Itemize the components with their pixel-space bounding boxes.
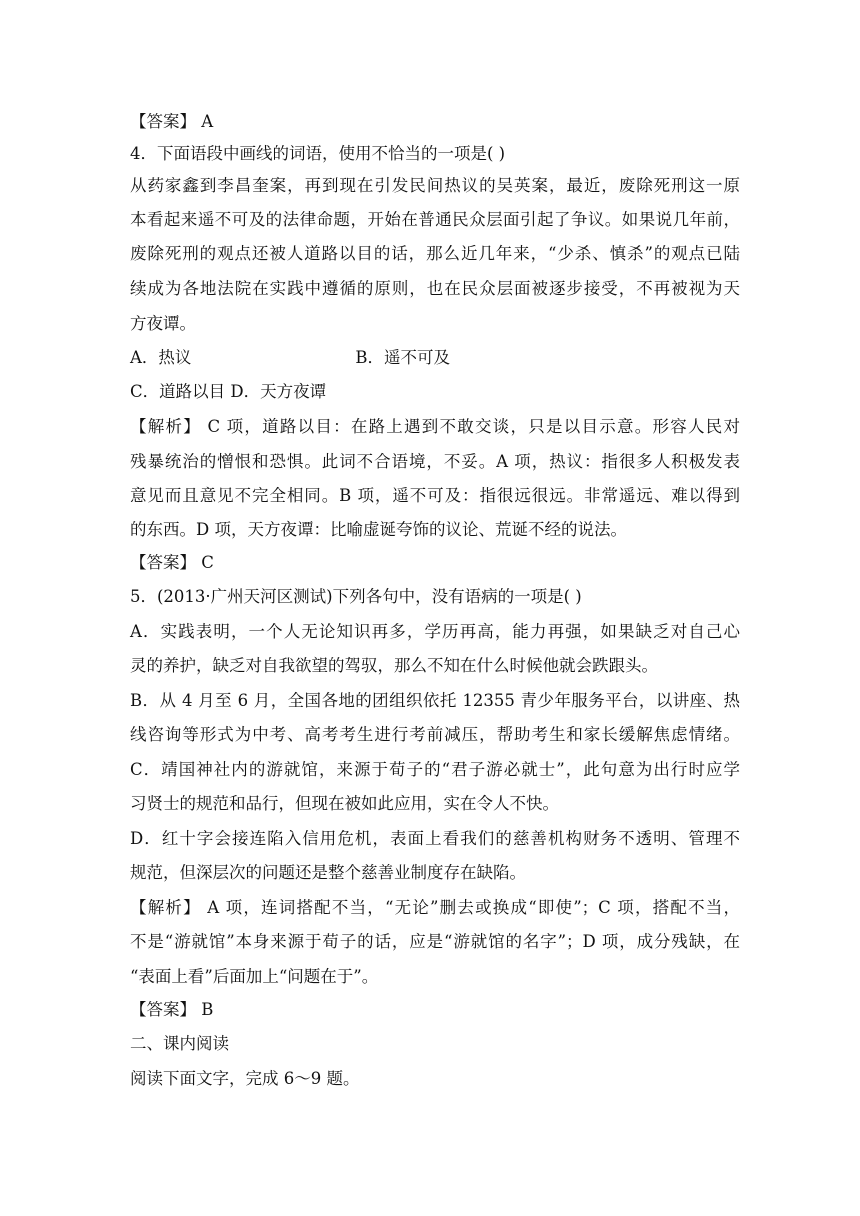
- passage-line: 从药家鑫到李昌奎案，再到现在引发民间热议的吴英案，最近，废除死刑这一原: [130, 176, 740, 195]
- analysis-line: 不是“游就馆”本身来源于荀子的话，应是“游就馆的名字”；D 项，成分残缺，在: [130, 932, 740, 951]
- option-b-line: B．从 4 月至 6 月，全国各地的团组织依托 12355 青少年服务平台，以讲座、热: [130, 691, 740, 710]
- passage-line: 方夜谭。: [130, 314, 196, 333]
- answer-line-q4: 【答案】 C: [130, 553, 214, 572]
- option-row-cd: C．道路以目 D．天方夜谭: [130, 382, 327, 401]
- analysis-line: 的东西。D 项，天方夜谭：比喻虚诞夸饰的议论、荒诞不经的说法。: [130, 520, 627, 539]
- analysis-line: 残暴统治的憎恨和恐惧。此词不合语境，不妥。A 项，热议：指很多人积极发表: [130, 452, 740, 471]
- answer-line-q5: 【答案】 B: [130, 1000, 214, 1019]
- option-c-line: 习贤士的规范和品行，但现在被如此应用，实在令人不快。: [130, 794, 559, 813]
- option-a-line: 灵的养护，缺乏对自我欲望的驾驭，那么不知在什么时候他就会跌跟头。: [130, 656, 658, 675]
- option-a: A．热议: [130, 348, 192, 367]
- answer-line-q3: 【答案】 A: [130, 112, 214, 131]
- analysis-line: 意见而且意见不完全相同。B 项，遥不可及：指很远很远。非常遥远、难以得到: [130, 486, 740, 505]
- option-d-line: D．红十字会接连陷入信用危机，表面上看我们的慈善机构财务不透明、管理不: [130, 829, 740, 848]
- section-heading: 二、课内阅读: [130, 1034, 229, 1053]
- analysis-line: 【解析】 A 项，连词搭配不当，“无论”删去或换成“即使”；C 项，搭配不当，: [130, 898, 740, 917]
- option-a-line: A．实践表明，一个人无论知识再多，学历再高，能力再强，如果缺乏对自己心: [130, 622, 740, 641]
- analysis-line: 【解析】 C 项，道路以目：在路上遇到不敢交谈，只是以目示意。形容人民对: [130, 417, 740, 436]
- question-5-stem: 5．(2013·广州天河区测试)下列各句中，没有语病的一项是( ): [130, 587, 582, 606]
- option-b-line: 线咨询等形式为中考、高考考生进行考前减压，帮助考生和家长缓解焦虑情绪。: [130, 725, 740, 744]
- reading-instruction: 阅读下面文字，完成 6～9 题。: [130, 1069, 360, 1088]
- analysis-line: “表面上看”后面加上“问题在于”。: [130, 967, 379, 986]
- passage-line: 废除死刑的观点还被人道路以目的话，那么近几年来，“少杀、慎杀”的观点已陆: [130, 244, 740, 263]
- passage-line: 本看起来遥不可及的法律命题，开始在普通民众层面引起了争议。如果说几年前，: [130, 210, 740, 229]
- question-4-stem: 4．下面语段中画线的词语，使用不恰当的一项是( ): [130, 144, 506, 163]
- option-c-line: C．靖国神社内的游就馆，来源于荀子的“君子游必就士”，此句意为出行时应学: [130, 760, 740, 779]
- passage-line: 续成为各地法院在实践中遵循的原则，也在民众层面被逐步接受，不再被视为天: [130, 279, 740, 298]
- option-row: [130, 347, 740, 369]
- option-d-line: 规范，但深层次的问题还是整个慈善业制度存在缺陷。: [130, 863, 526, 882]
- option-b: B．遥不可及: [355, 348, 451, 367]
